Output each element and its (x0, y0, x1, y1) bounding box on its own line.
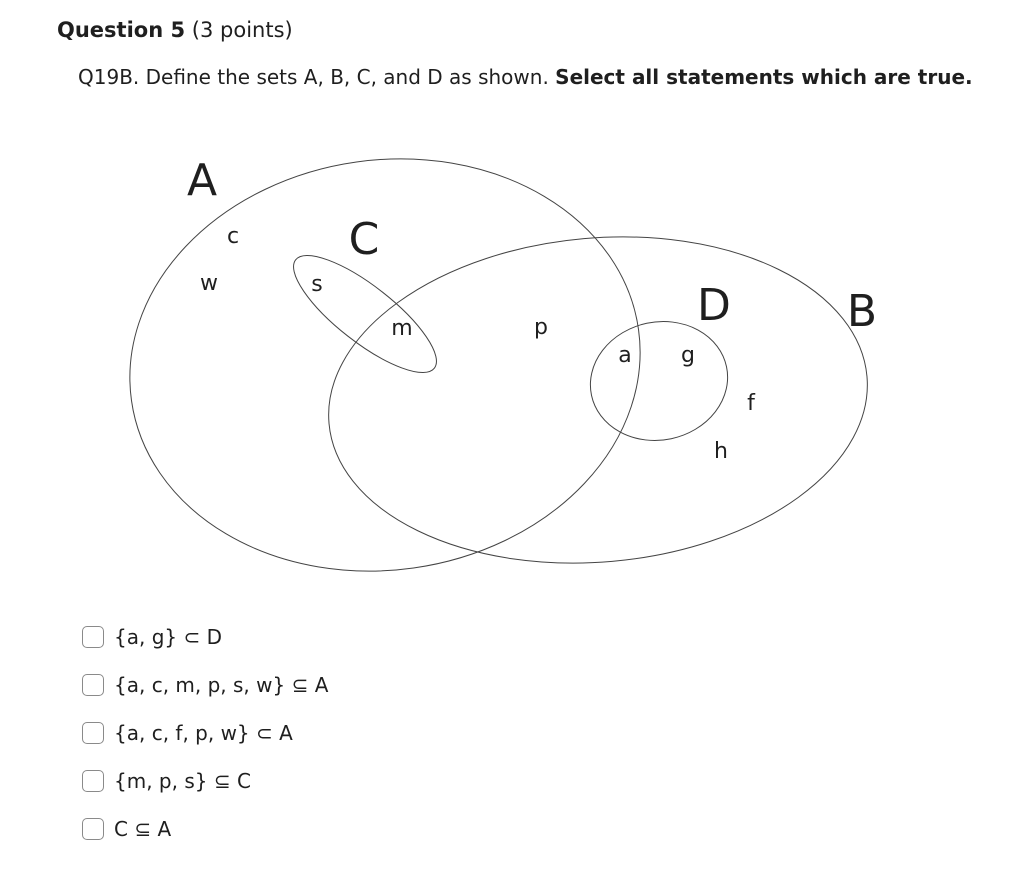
element-h: h (714, 439, 728, 464)
option-5-label: C ⊆ A (114, 817, 172, 841)
option-4-checkbox[interactable] (82, 770, 104, 792)
set-label-d: D (697, 280, 731, 331)
set-label-c: C (348, 214, 380, 265)
set-b-ellipse (315, 215, 881, 585)
element-c: c (226, 224, 240, 249)
prompt-instruction: Select all statements which are true. (555, 65, 973, 89)
option-5-checkbox[interactable] (82, 818, 104, 840)
set-label-b: B (846, 286, 878, 337)
option-5[interactable] (82, 814, 328, 844)
option-3-label: {a, c, f, p, w} ⊂ A (114, 721, 293, 745)
option-3[interactable] (82, 718, 328, 748)
element-w: w (200, 271, 218, 296)
answer-options (82, 622, 328, 862)
element-p: p (534, 315, 548, 340)
element-g: g (681, 343, 695, 368)
question-title: Question 5 (57, 18, 186, 42)
option-3-checkbox[interactable] (82, 722, 104, 744)
option-4[interactable] (82, 766, 328, 796)
element-f: f (747, 391, 755, 416)
option-2-checkbox[interactable] (82, 674, 104, 696)
option-2-label: {a, c, m, p, s, w} ⊆ A (114, 673, 329, 697)
element-m: m (391, 316, 413, 341)
option-1-checkbox[interactable] (82, 626, 104, 648)
option-4-label: {m, p, s} ⊆ C (114, 769, 251, 793)
element-s: s (311, 272, 323, 297)
option-1[interactable] (82, 622, 328, 652)
prompt-text: Q19B. Define the sets A, B, C, and D as shown. (78, 65, 549, 89)
element-a: a (618, 343, 632, 368)
question-points: (3 points) (191, 18, 293, 42)
option-2[interactable] (82, 670, 328, 700)
option-1-label: {a, g} ⊂ D (114, 625, 222, 649)
set-label-a: A (186, 155, 218, 206)
